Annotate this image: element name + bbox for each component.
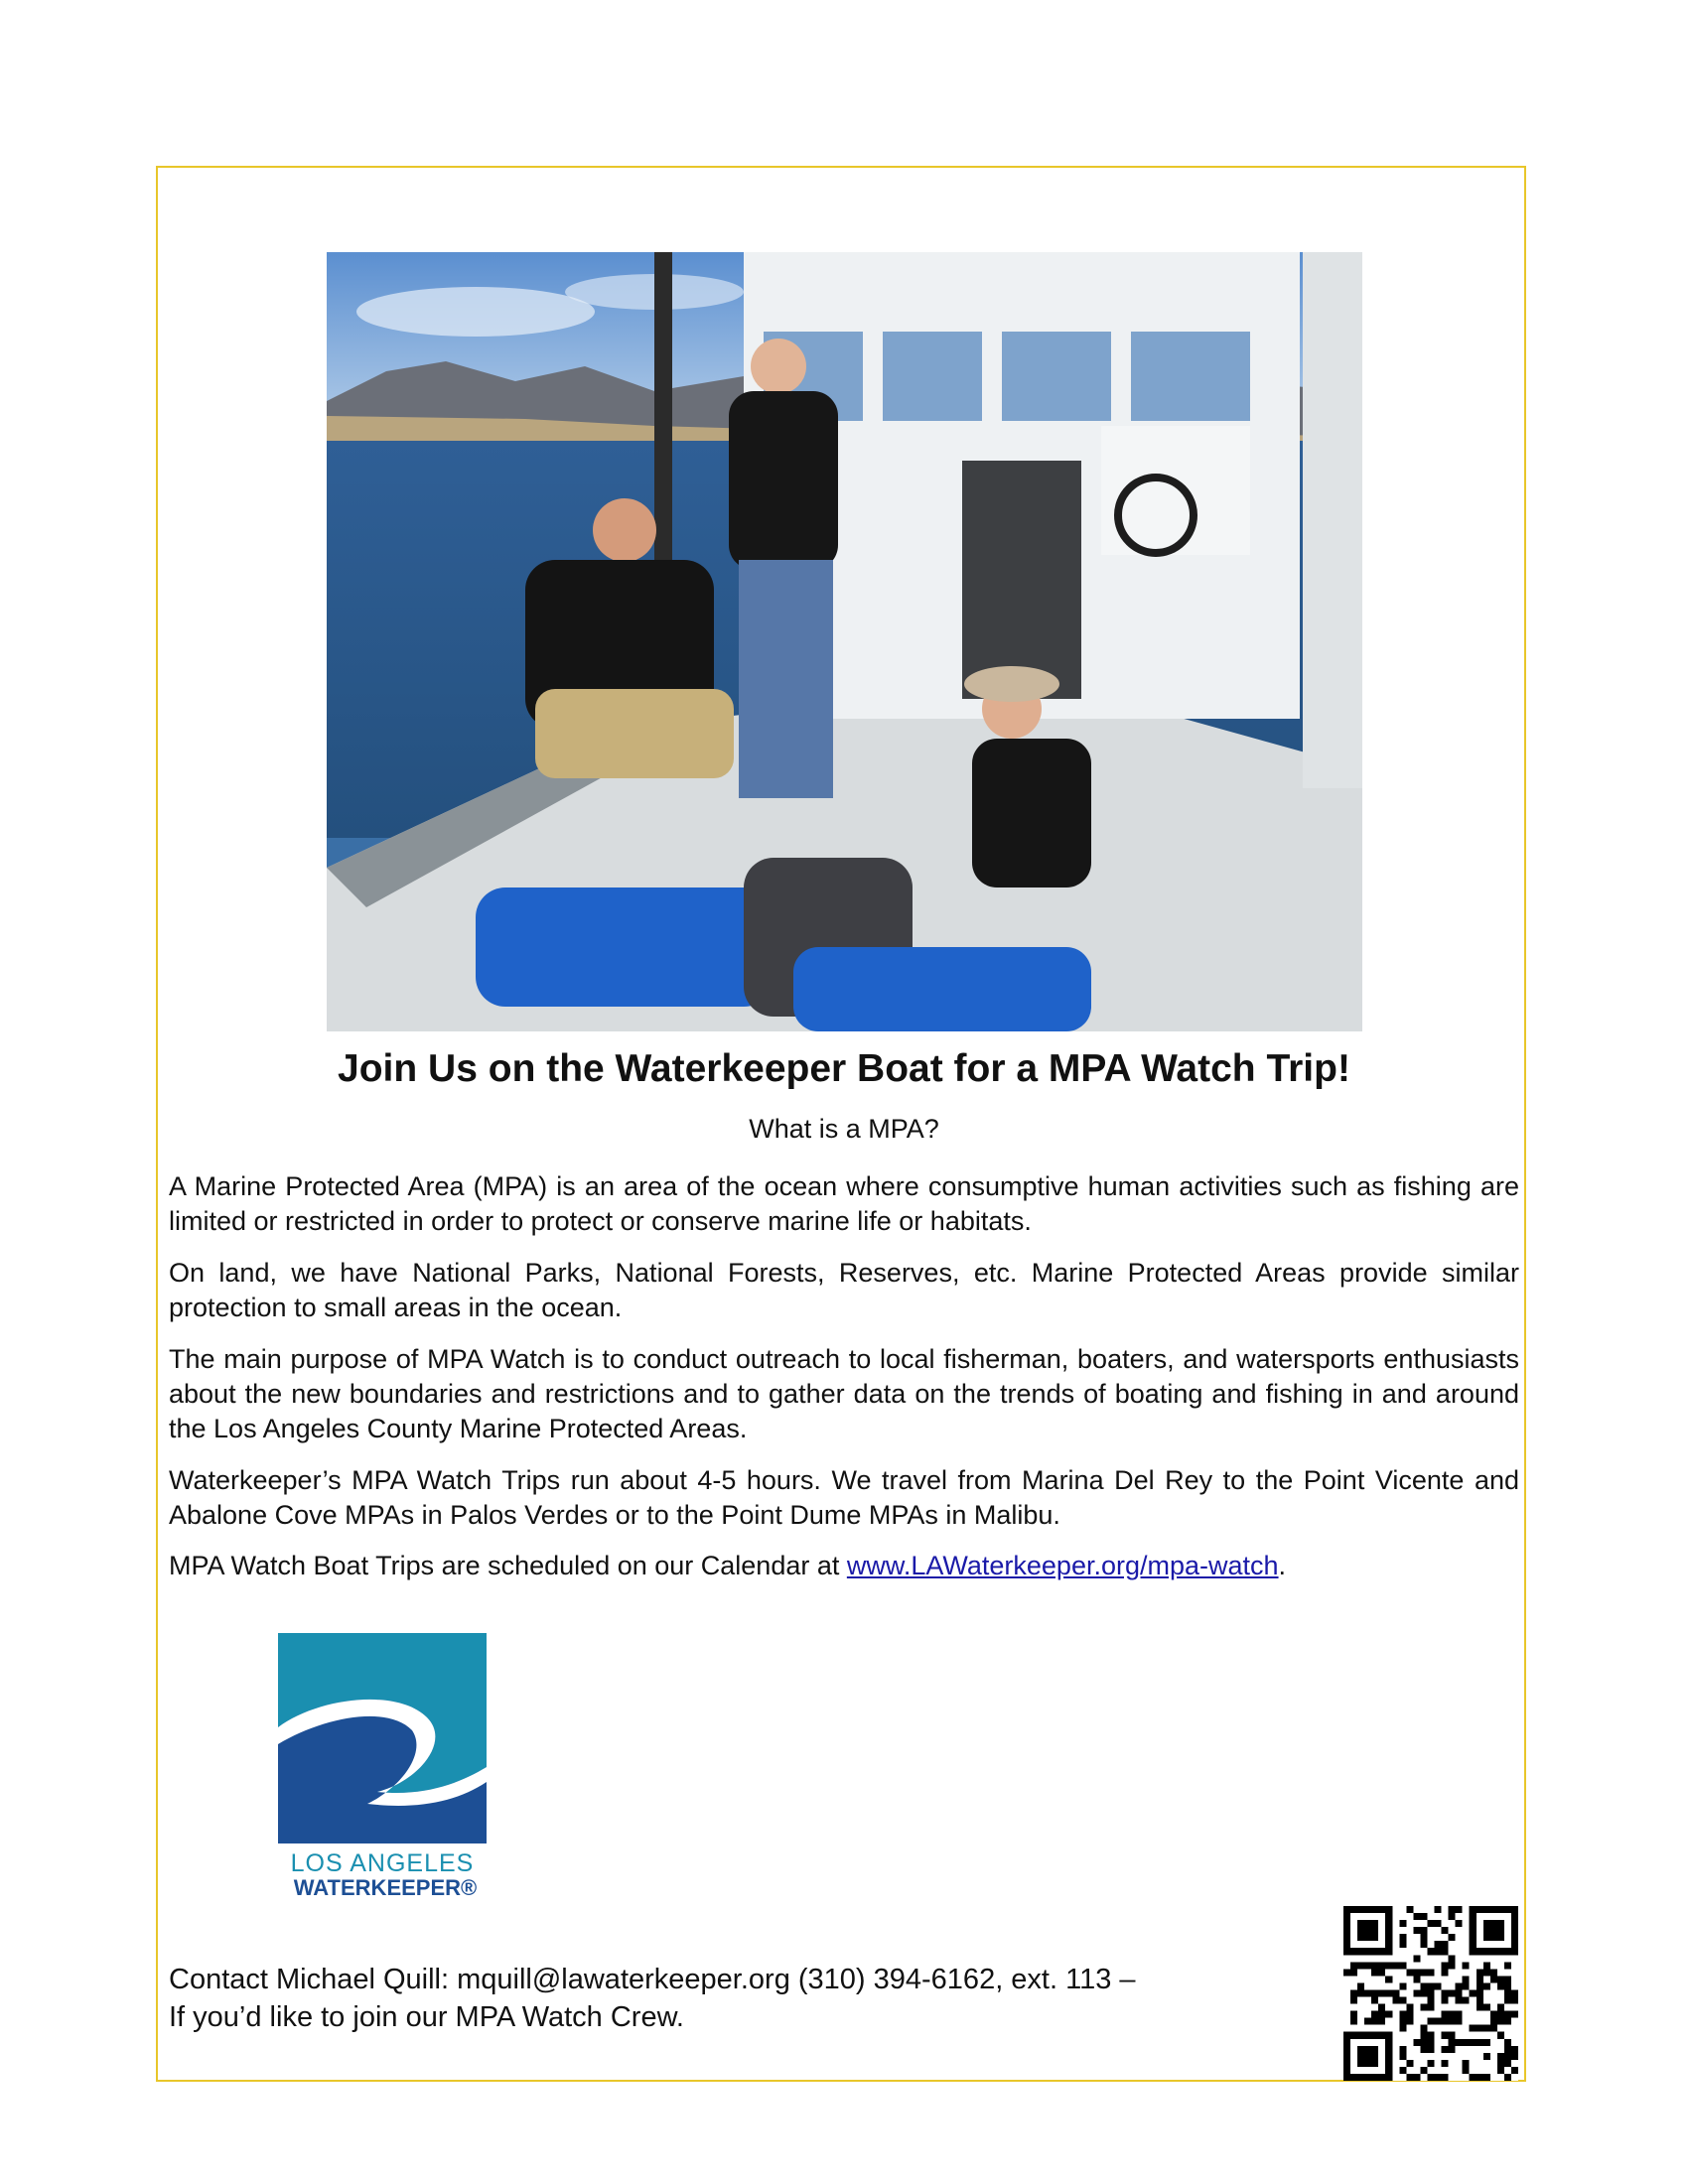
contact-info [169,1961,1331,2036]
headline: Join Us on the Waterkeeper Boat for a MPA Watch Trip! [338,1047,1350,1090]
calendar-link[interactable]: www.LAWaterkeeper.org/mpa-watch [846,1551,1279,1580]
logo-text-los-angeles: LOS ANGELES [290,1849,475,1877]
boat-photo [327,252,1362,1031]
calendar-text: MPA Watch Boat Trips are scheduled on our Calendar at [169,1551,847,1580]
contact-line-1: Contact Michael Quill: mquill@lawaterkeeper.org (310) 394-6162, ext. 113 – [169,1964,1136,1995]
paragraph-trip-details: Waterkeeper’s MPA Watch Trips run about 4-5 hours. We travel from Marina Del Rey to the Point Vicente and Abalone Cove MPAs in Palos Verdes or to the Point Dume MPAs in Malibu. [169,1465,1519,1530]
paragraph-mpa-definition: A Marine Protected Area (MPA) is an area of the ocean where consumptive human activities such as fishing are limited or restricted in order to protect or conserve marine life or habitats. [169,1171,1519,1236]
calendar-suffix: . [1278,1551,1287,1580]
paragraph-calendar [169,1549,1519,1583]
paragraph-purpose: The main purpose of MPA Watch is to conduct outreach to local fisherman, boaters, and watersports enthusiasts about the new boundaries and restrictions and to gather data on the trends of boating and fishing in and around the Los Angeles County Marine Protected Areas. [169,1344,1519,1443]
section-question: What is a MPA? [749,1114,939,1144]
logo-text-waterkeeper: WATERKEEPER® [293,1875,478,1900]
qr-code[interactable] [1342,1906,1519,2081]
contact-line-2: If you’d like to join our MPA Watch Crew. [169,2001,684,2033]
la-waterkeeper-logo [278,1633,496,1901]
paragraph-land-comparison: On land, we have National Parks, National Forests, Reserves, etc. Marine Protected Areas provide similar protection to small areas in the ocean. [169,1258,1519,1322]
